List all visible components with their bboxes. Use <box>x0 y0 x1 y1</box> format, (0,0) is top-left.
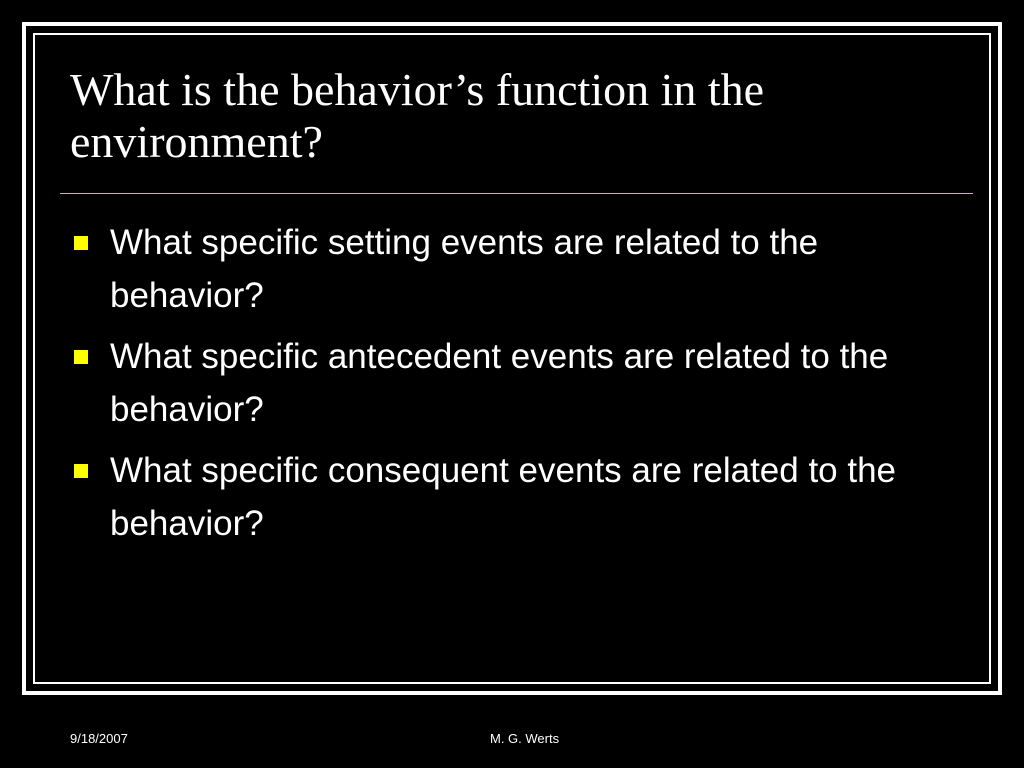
slide-title: What is the behavior’s function in the environment? <box>70 64 765 167</box>
bullet-text: What specific consequent events are related to the behavior? <box>110 451 897 543</box>
bullet-text: What specific setting events are related to the behavior? <box>110 223 819 315</box>
bullet-item <box>72 444 952 550</box>
bullet-item <box>72 330 952 436</box>
title-divider <box>60 193 973 194</box>
footer-author: M. G. Werts <box>490 731 560 746</box>
bullet-list <box>72 216 952 558</box>
bullet-item <box>72 216 952 322</box>
footer-date: 9/18/2007 <box>70 731 128 746</box>
square-bullet-icon <box>74 464 88 478</box>
bullet-text: What specific antecedent events are related to the behavior? <box>110 337 889 429</box>
square-bullet-icon <box>74 350 88 364</box>
square-bullet-icon <box>74 236 88 250</box>
